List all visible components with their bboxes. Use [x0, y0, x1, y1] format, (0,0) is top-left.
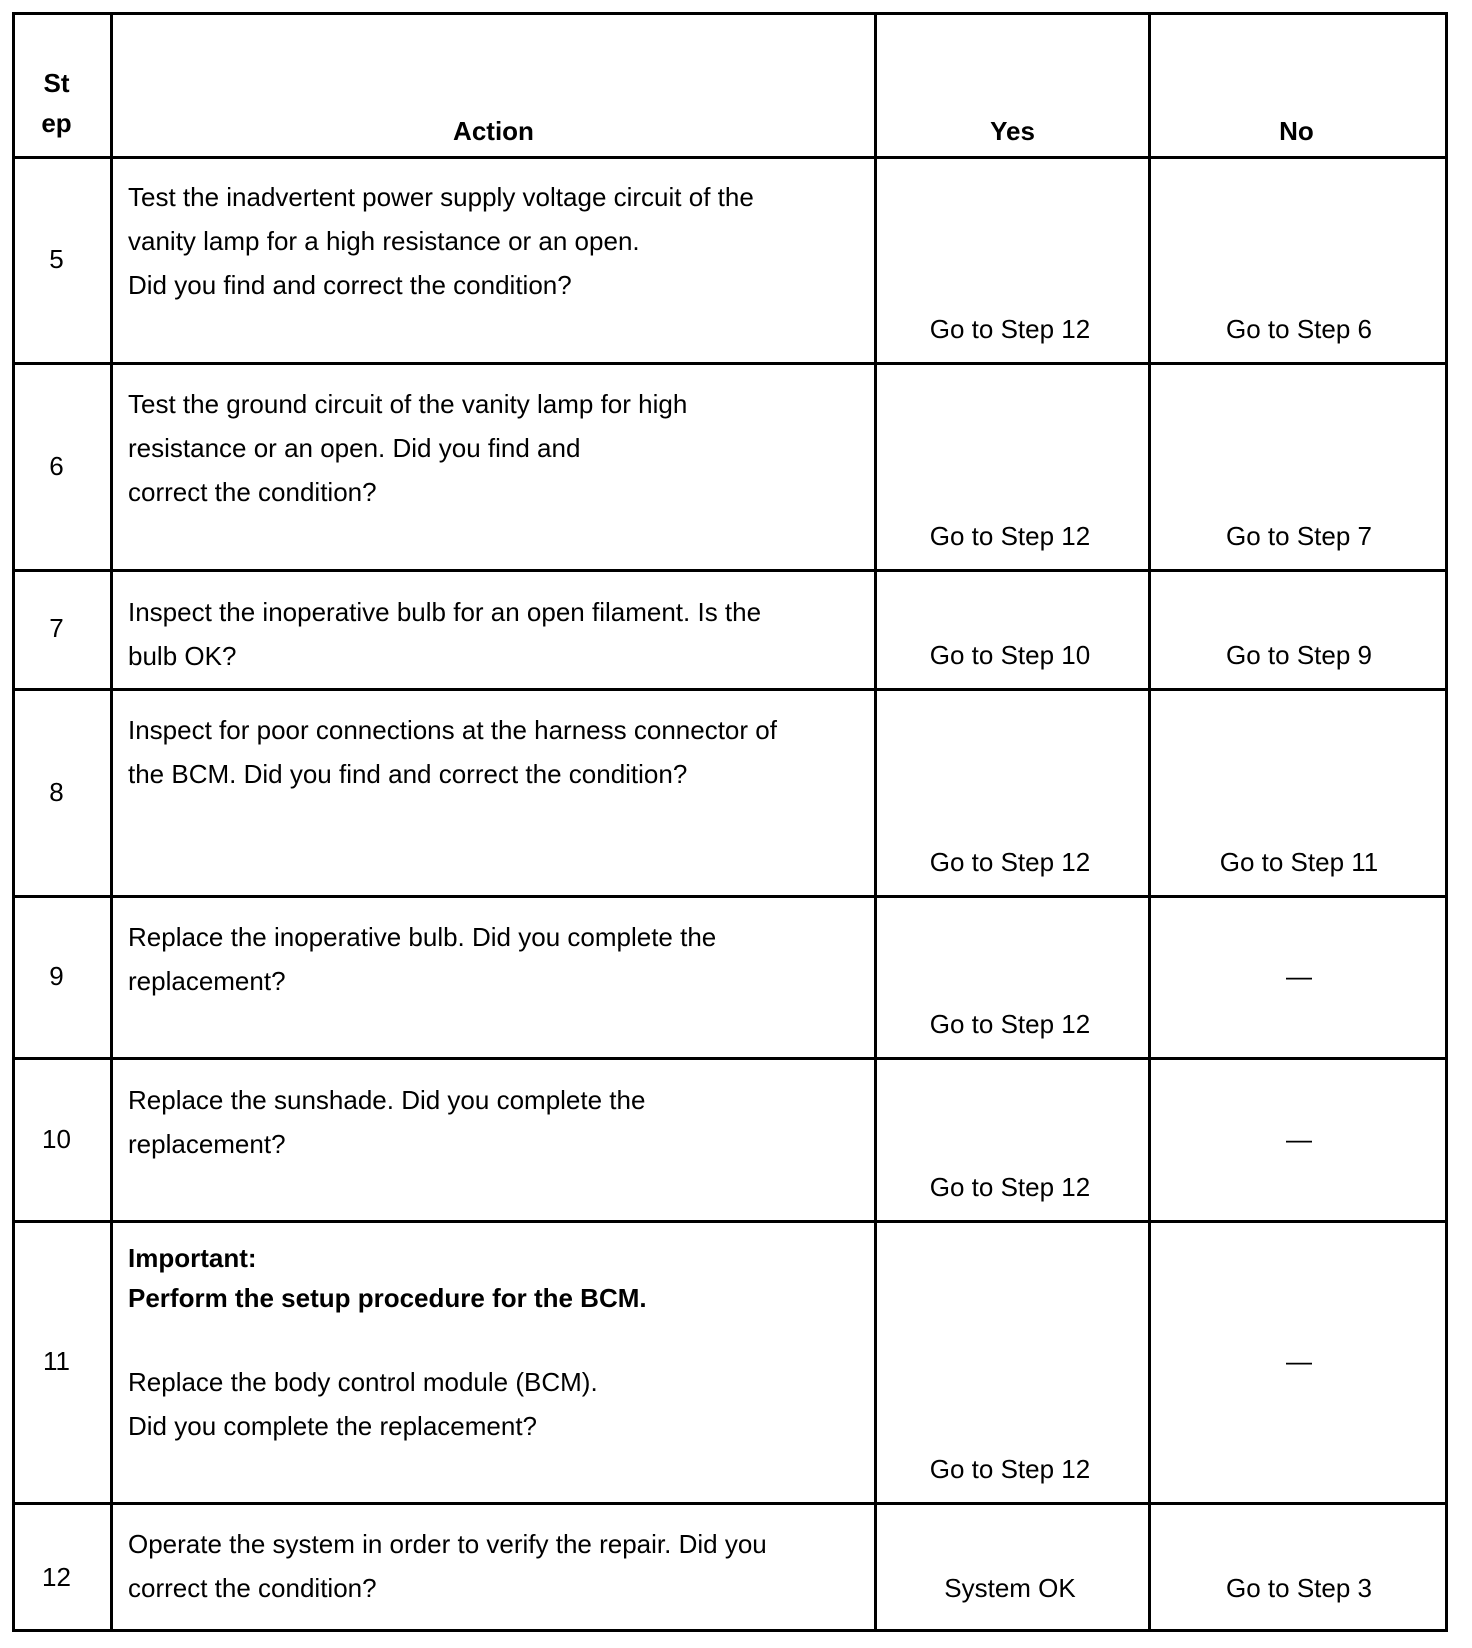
yes-result: Go to Step 10: [929, 640, 1091, 670]
action-text: Replace the sunshade. Did you complete the replacement?: [128, 1085, 646, 1159]
no-result: Go to Step 9: [1226, 640, 1372, 670]
header-yes: Yes: [990, 116, 1035, 146]
action-text: Replace the inoperative bulb. Did you complete the replacement?: [128, 922, 717, 996]
step-number: 8: [49, 777, 64, 807]
row-divider: [15, 156, 1445, 159]
step-number: 5: [49, 244, 64, 274]
no-result: —: [1286, 961, 1312, 991]
no-result: Go to Step 3: [1226, 1573, 1372, 1603]
action-text: Operate the system in order to verify the repair. Did you correct the condition?: [128, 1529, 767, 1603]
step-number: 7: [49, 613, 64, 643]
important-label: Important:: [128, 1243, 257, 1273]
no-result: Go to Step 11: [1219, 847, 1379, 877]
step-number: 12: [42, 1562, 71, 1592]
step-number: 6: [49, 451, 64, 481]
row-divider: [15, 895, 1445, 898]
yes-result: Go to Step 12: [929, 314, 1091, 344]
no-result: Go to Step 7: [1226, 521, 1372, 551]
yes-result: Go to Step 12: [929, 1009, 1091, 1039]
action-text: Test the inadvertent power supply voltage circuit of the vanity lamp for a high resistance or an open. Did you find and correct the condition?: [128, 182, 754, 300]
step-number: 10: [42, 1124, 71, 1154]
no-result: Go to Step 6: [1226, 314, 1372, 344]
row-divider: [15, 1220, 1445, 1223]
header-no: No: [1279, 116, 1314, 146]
action-text: Inspect the inoperative bulb for an open filament. Is the bulb OK?: [128, 597, 762, 671]
step-number: 11: [43, 1346, 70, 1376]
row-divider: [15, 1502, 1445, 1505]
diagnostic-table: [12, 12, 1448, 1632]
yes-result: Go to Step 12: [929, 847, 1091, 877]
action-text: Inspect for poor connections at the harness connector of the BCM. Did you find and correct the condition?: [128, 715, 777, 789]
row-divider: [15, 688, 1445, 691]
no-result: —: [1286, 1124, 1312, 1154]
row-divider: [15, 1057, 1445, 1060]
header-step: St ep: [41, 68, 72, 138]
yes-result: Go to Step 12: [929, 521, 1091, 551]
column-divider: [110, 15, 113, 1629]
column-divider: [1148, 15, 1151, 1629]
yes-result: System OK: [944, 1573, 1076, 1603]
header-action: Action: [453, 116, 534, 146]
yes-result: Go to Step 12: [929, 1172, 1091, 1202]
step-number: 9: [49, 961, 64, 991]
column-divider: [874, 15, 877, 1629]
no-result: —: [1286, 1346, 1312, 1376]
action-text: Test the ground circuit of the vanity lamp for high resistance or an open. Did you find and correct the condition?: [128, 389, 688, 507]
row-divider: [15, 362, 1445, 365]
row-divider: [15, 569, 1445, 572]
important-text: Perform the setup procedure for the BCM.: [128, 1283, 647, 1313]
action-text: Replace the body control module (BCM). Did you complete the replacement?: [128, 1367, 598, 1441]
yes-result: Go to Step 12: [929, 1454, 1091, 1484]
